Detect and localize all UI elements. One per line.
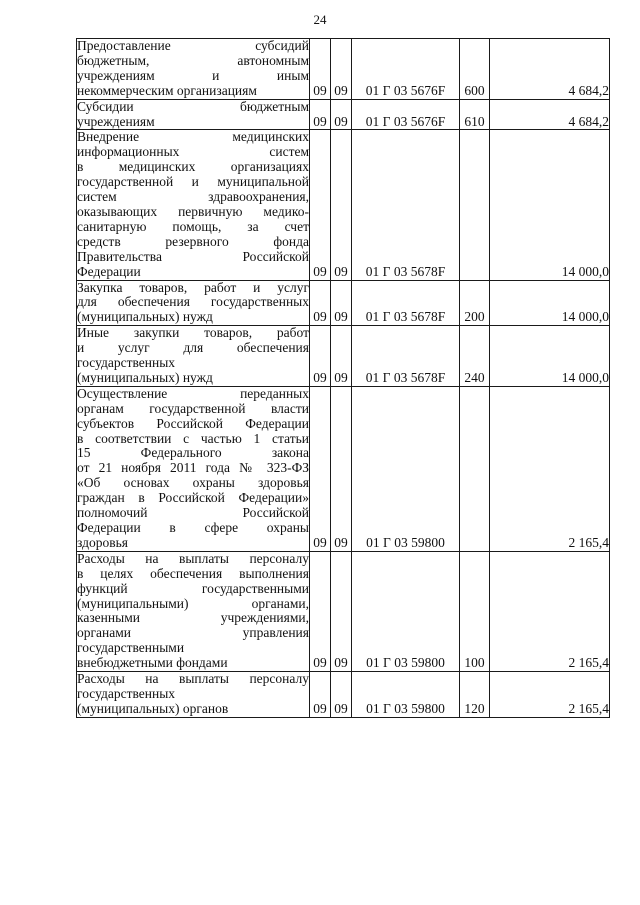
amount-value: 4 684,2: [490, 39, 610, 100]
expense-type-code: [460, 130, 490, 280]
table-row: [77, 99, 610, 130]
section-code: 09: [310, 280, 331, 326]
subsection-code: 09: [331, 672, 352, 718]
target-article-code: 01 Г 03 5678F: [352, 326, 460, 387]
target-article-code: 01 Г 03 59800: [352, 551, 460, 671]
table-row: [77, 130, 610, 280]
expense-type-code: 100: [460, 551, 490, 671]
target-article-code: 01 Г 03 59800: [352, 672, 460, 718]
amount-value: 14 000,0: [490, 326, 610, 387]
description-line: бюджетным, автономным: [77, 52, 309, 68]
description-line: Субсидии бюджетным: [77, 98, 309, 114]
target-article-code: 01 Г 03 5676F: [352, 39, 460, 100]
description-line: Расходы на выплаты персоналу: [77, 550, 309, 566]
table-row: [77, 551, 610, 671]
expense-description: [77, 672, 310, 718]
expense-type-code: 200: [460, 280, 490, 326]
section-code: 09: [310, 130, 331, 280]
description-line: (муниципальных) нужд: [77, 309, 213, 325]
expense-type-code: 610: [460, 99, 490, 130]
section-code: 09: [310, 326, 331, 387]
amount-value: 4 684,2: [490, 99, 610, 130]
description-line: полномочий Российской: [77, 505, 309, 521]
section-code: 09: [310, 386, 331, 551]
description-line: функций государственными: [77, 580, 309, 596]
description-line: (муниципальных) нужд: [77, 369, 213, 385]
budget-table-body: [77, 39, 610, 718]
description-line: Правительства Российской: [77, 248, 309, 264]
description-line: информационных систем: [77, 144, 309, 160]
description-line: субъектов Российской Федерации: [77, 415, 309, 431]
section-code: 09: [310, 99, 331, 130]
description-line: некоммерческим организациям: [77, 82, 257, 98]
description-line: Внедрение медицинских: [77, 129, 309, 145]
expense-type-code: 600: [460, 39, 490, 100]
description-line: (муниципальными) органами,: [77, 595, 309, 611]
description-line: санитарную помощь, за счет: [77, 218, 309, 234]
description-line: (муниципальных) органов: [77, 700, 229, 716]
subsection-code: 09: [331, 99, 352, 130]
description-line: в целях обеспечения выполнения: [77, 565, 309, 581]
description-line: государственными: [77, 640, 185, 656]
expense-description: [77, 99, 310, 130]
description-line: Иные закупки товаров, работ: [77, 325, 309, 341]
description-line: в соответствии с частью 1 статьи: [77, 430, 309, 446]
amount-value: 14 000,0: [490, 130, 610, 280]
expense-description: [77, 130, 310, 280]
subsection-code: 09: [331, 130, 352, 280]
page-number: 24: [313, 12, 327, 27]
target-article-code: 01 Г 03 5676F: [352, 99, 460, 130]
table-row: [77, 672, 610, 718]
expense-description: [77, 386, 310, 551]
description-line: казенными учреждениями,: [77, 610, 309, 626]
description-line: здоровья: [77, 534, 128, 550]
section-code: 09: [310, 39, 331, 100]
description-line: учреждениям и иным: [77, 67, 309, 83]
description-line: Федерации в сфере охраны: [77, 520, 309, 535]
description-line: и услуг для обеспечения: [77, 340, 309, 356]
target-article-code: 01 Г 03 59800: [352, 386, 460, 551]
description-line: государственных: [77, 355, 176, 371]
subsection-code: 09: [331, 551, 352, 671]
description-line: 15 Федерального закона: [77, 445, 309, 461]
amount-value: 14 000,0: [490, 280, 610, 326]
description-line: органами управления: [77, 625, 309, 641]
description-line: от 21 ноября 2011 года № 323-ФЗ: [77, 460, 309, 476]
table-row: [77, 326, 610, 387]
description-line: Федерации: [77, 263, 141, 279]
table-row: [77, 386, 610, 551]
description-line: Осуществление переданных: [77, 385, 309, 401]
amount-value: 2 165,4: [490, 672, 610, 718]
subsection-code: 09: [331, 39, 352, 100]
description-line: в медицинских организациях: [77, 159, 309, 175]
amount-value: 2 165,4: [490, 551, 610, 671]
description-line: Закупка товаров, работ и услуг: [77, 279, 309, 295]
description-line: органам государственной власти: [77, 400, 309, 416]
subsection-code: 09: [331, 326, 352, 387]
target-article-code: 01 Г 03 5678F: [352, 280, 460, 326]
expense-description: [77, 280, 310, 326]
description-line: для обеспечения государственных: [77, 294, 309, 310]
target-article-code: 01 Г 03 5678F: [352, 130, 460, 280]
subsection-code: 09: [331, 386, 352, 551]
table-row: [77, 39, 610, 100]
description-line: внебюджетными фондами: [77, 655, 228, 671]
section-code: 09: [310, 672, 331, 718]
description-line: государственной и муниципальной: [77, 174, 309, 190]
subsection-code: 09: [331, 280, 352, 326]
description-line: средств резервного фонда: [77, 233, 309, 249]
budget-table: [76, 38, 610, 718]
amount-value: 2 165,4: [490, 386, 610, 551]
description-line: оказывающих первичную медико-: [77, 203, 309, 219]
expense-type-code: 120: [460, 672, 490, 718]
expense-type-code: 240: [460, 326, 490, 387]
expense-description: [77, 551, 310, 671]
expense-description: [77, 326, 310, 387]
section-code: 09: [310, 551, 331, 671]
description-line: учреждениям: [77, 113, 155, 129]
description-line: Предоставление субсидий: [77, 38, 309, 53]
description-line: граждан в Российской Федерации»: [77, 490, 309, 506]
description-line: «Об основах охраны здоровья: [77, 475, 309, 491]
description-line: Расходы на выплаты персоналу: [77, 671, 309, 687]
description-line: систем здравоохранения,: [77, 189, 309, 205]
description-line: государственных: [77, 685, 176, 701]
table-row: [77, 280, 610, 326]
expense-type-code: [460, 386, 490, 551]
expense-description: [77, 39, 310, 100]
